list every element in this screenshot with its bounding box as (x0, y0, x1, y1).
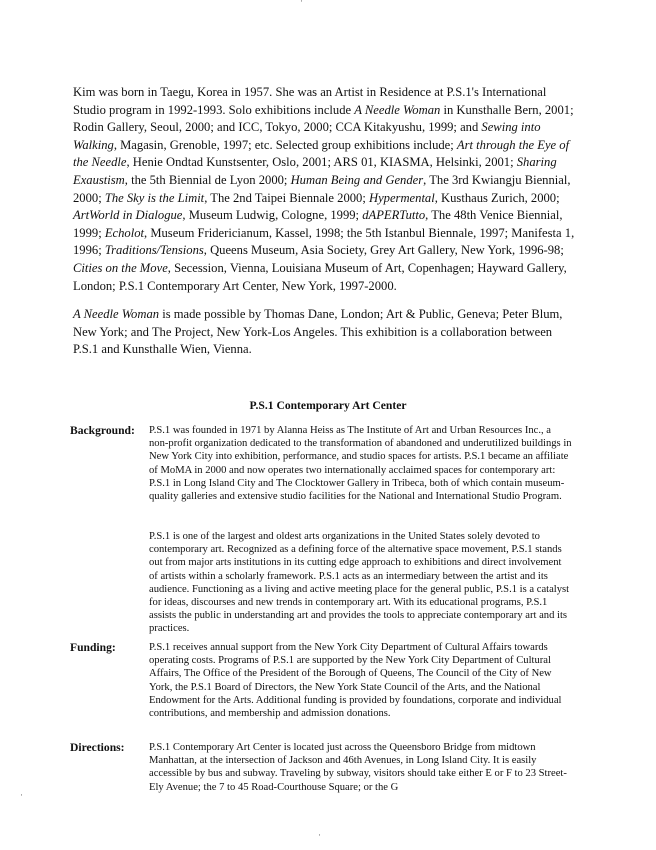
italic-title: Sharing Exaustism (73, 155, 557, 187)
text-run: , Museum Ludwig, Cologne, 1999; (182, 208, 363, 223)
italic-title: Echolot (104, 225, 145, 240)
scan-mark-left: · (20, 790, 23, 800)
background-paragraph-1: P.S.1 was founded in 1971 by Alanna Heiss as The Institute of Art and Urban Resources Inc., a non-profit organization dedicated to the transformation of abandoned and underutilized buildings in New York City into exhibition, performance, and studio spaces for artists. P.S.1 became an affiliate of MoMA in 2000 and now operates two internationally acclaimed spaces for contemporary art: P.S.1 in Long Island City and The Clocktower Gallery in Tribeca, both of which contain museum-quality galleries and extensive studio facilities for the National and International Studio Program. (149, 425, 572, 503)
italic-title: dAPERTutto (362, 208, 426, 223)
italic-title: The Sky is the Limit (104, 190, 205, 205)
funding-paragraph: P.S.1 receives annual support from the New York City Department of Cultural Affairs towards operating costs. Programs of P.S.1 are supported by the New York City Department of Cultural Affairs, The Office of the President of the Borough of Queens, The Council of the City of New York, the P.S.1 Board of Directors, the New York State Council of the Arts, and the National Endowment for the Arts. Additional funding is provided by foundations, corporate and individual contributions, and membership and admission donations. (149, 642, 562, 720)
italic-title: Human Being and Gender (290, 172, 424, 187)
italic-title: ArtWorld in Dialogue (73, 208, 183, 223)
text-run: , Queens Museum, Asia Society, Grey Art Gallery, New York, 1996-98; (203, 243, 564, 258)
text-run: , Museum Fridericianum, Kassel, 1998; the 5th Istanbul Biennale, 1997; Manifesta 1, 1996; (73, 225, 575, 258)
scan-mark-bottom: · (318, 830, 321, 840)
sponsor-paragraph (73, 306, 578, 359)
italic-title: Art through the Eye of the Needle (73, 137, 570, 170)
text-run: , The 48th Venice Biennial, 1999; (73, 208, 563, 240)
background-paragraph-2: P.S.1 is one of the largest and oldest arts organizations in the United States solely devoted to contemporary art. Recognized as a defining force of the alternative space movement, P.S.1 stands out from major arts institutions in its cutting edge approach to exhibitions and direct involvement of artists within a scholarly framework. P.S.1 acts as an intermediary between the artist and its audience. Functioning as a living and active meeting place for the general public, P.S.1 is a catalyst for ideas, discourses and new trends in contemporary art. With its educational programs, P.S.1 assists the public in understanding art and provides the tools to appreciate contemporary art and its practices. (149, 531, 570, 635)
text-run: Kim was born in Taegu, Korea in 1957. She was an Artist in Residence at P.S.1's International Studio program in 1992-1993. Solo exhibitions include (73, 85, 547, 117)
italic-title: Sewing into Walking (73, 120, 541, 152)
text-run: , Magasin, Grenoble, 1997; etc. Selected group exhibitions include; (113, 137, 457, 152)
text-run: , Henie Ondtad Kunstsenter, Oslo, 2001; ARS 01, KIASMA, Helsinki, 2001; (126, 155, 517, 170)
italic-title: Cities on the Move (73, 260, 168, 275)
text-run: is made possible by Thomas Dane, London; Art & Public, Geneva; Peter Blum, New York; and The Project, New York-Los Angeles. This exhibition is a collaboration between P.S.1 and Kunsthalle Wien, Vienna. (73, 307, 563, 357)
directions-paragraph: P.S.1 Contemporary Art Center is located just across the Queensboro Bridge from midtown Manhattan, at the intersection of Jackson and 46th Avenues, in Long Island City. It is easily accessible by bus and subway. Traveling by subway, visitors should take either E or F to 23 Street-Ely Avenue; the 7 to 45 Road-Courthouse Square; or the G (149, 742, 567, 793)
text-run: , the 5th Biennial de Lyon 2000; (124, 172, 291, 187)
funding-label: Funding: (70, 641, 116, 654)
directions-label: Directions: (70, 741, 125, 754)
text-run: , Kusthaus Zurich, 2000; (434, 190, 560, 205)
text-run: in Kunsthalle Bern, 2001; Rodin Gallery, Seoul, 2000; and ICC, Tokyo, 2000; CCA Kitakyushu, 1999; and (73, 102, 574, 135)
italic-title: Hypermental (368, 190, 435, 205)
artist-bio-paragraph (73, 84, 578, 295)
italic-title: A Needle Woman (73, 307, 160, 321)
text-run: , Secession, Vienna, Louisiana Museum of Art, Copenhagen; Hayward Gallery, London; P.S.1 Contemporary Art Center, New York, 1997-2000. (73, 260, 567, 293)
scan-mark-top: · (300, 0, 303, 6)
background-label: Background: (70, 424, 135, 437)
text-run: , The 2nd Taipei Biennale 2000; (204, 190, 369, 205)
section-title: P.S.1 Contemporary Art Center (249, 399, 407, 412)
italic-title: A Needle Woman (354, 102, 441, 117)
text-run: , The 3rd Kwiangju Biennial, 2000; (73, 172, 571, 205)
italic-title: Traditions/Tensions (104, 243, 204, 258)
